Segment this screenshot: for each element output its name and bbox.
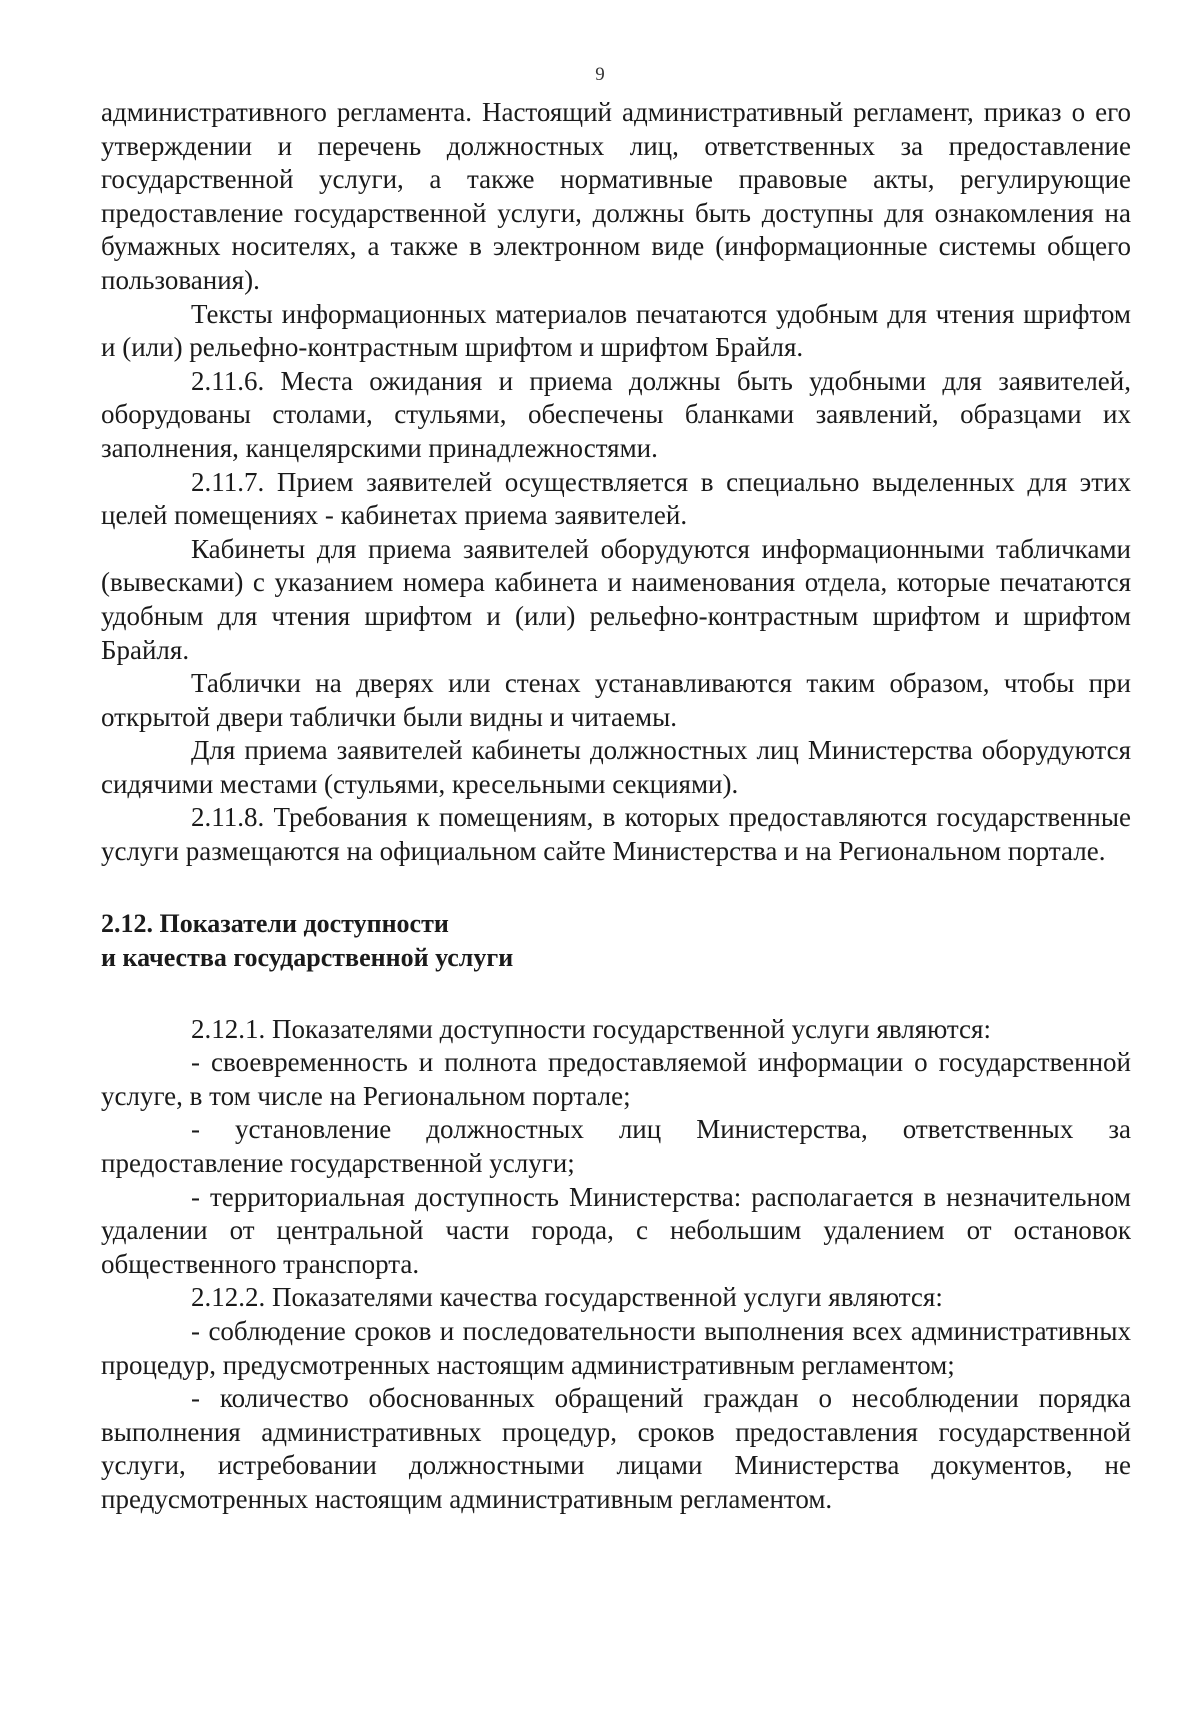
paragraph: - количество обоснованных обращений граждан о несоблюдении порядка выполнения административных процедур, сроков предоставления государственной услуги, истребовании должностными лицами Министерства документов, не предусмотренных настоящим административным регламентом. (101, 1383, 1131, 1514)
section-heading-line-1: 2.12. Показатели доступности (101, 908, 449, 938)
paragraph: 2.11.7. Прием заявителей осуществляется в специально выделенных для этих целей помещениях - кабинетах приема заявителей. (101, 466, 1131, 531)
paragraph: Для приема заявителей кабинеты должностных лиц Министерства оборудуются сидячими местами (стульями, кресельными секциями). (101, 735, 1131, 799)
paragraph: - территориальная доступность Министерства: располагается в незначительном удалении от центральной части города, с небольшим удалением от остановок общественного транспорта. (101, 1181, 1131, 1279)
paragraphs-after-heading (101, 1013, 1131, 1517)
paragraph: 2.11.8. Требования к помещениям, в которых предоставляются государственные услуги размещаются на официальном сайте Министерства и на Региональном портале. (101, 802, 1131, 867)
paragraph: Таблички на дверях или стенах устанавливаются таким образом, чтобы при открытой двери таблички были видны и читаемы. (101, 668, 1131, 732)
paragraphs-before-heading (101, 96, 1131, 869)
section-heading-line-2: и качества государственной услуги (101, 942, 514, 972)
paragraph: 2.11.6. Места ожидания и приема должны быть удобными для заявителей, оборудованы столами, стульями, обеспечены бланками заявлений, образцами их заполнения, канцелярскими принадлежностями. (101, 365, 1131, 463)
paragraph: Тексты информационных материалов печатаются удобным для чтения шрифтом и (или) рельефно-контрастным шрифтом и шрифтом Брайля. (101, 298, 1131, 363)
document-body (101, 96, 1131, 1517)
paragraph: Кабинеты для приема заявителей оборудуются информационными табличками (вывесками) с указанием номера кабинета и наименования отдела, которые печатаются удобным для чтения шрифтом и (или) рельефно-контрастным шрифтом и шрифтом Брайля. (101, 533, 1131, 665)
paragraph: - соблюдение сроков и последовательности выполнения всех административных процедур, предусмотренных настоящим административным регламентом; (101, 1316, 1131, 1380)
paragraph: - установление должностных лиц Министерства, ответственных за предоставление государственной услуги; (101, 1114, 1131, 1179)
section-heading (101, 907, 1131, 975)
paragraph: административного регламента. Настоящий административный регламент, приказ о его утверждении и перечень должностных лиц, ответственных за предоставление государственной услуги, а также нормативные правовые акты, регулирующие предоставление государственной услуги, должны быть доступны для ознакомления на бумажных носителях, а также в электронном виде (информационные системы общего пользования). (101, 97, 1131, 295)
paragraph: 2.12.2. Показателями качества государственной услуги являются: (191, 1282, 943, 1313)
page-number: 9 (595, 64, 605, 85)
paragraph: - своевременность и полнота предоставляемой информации о государственной услуге, в том числе на Региональном портале; (101, 1047, 1131, 1111)
paragraph: 2.12.1. Показателями доступности государственной услуги являются: (191, 1013, 991, 1044)
